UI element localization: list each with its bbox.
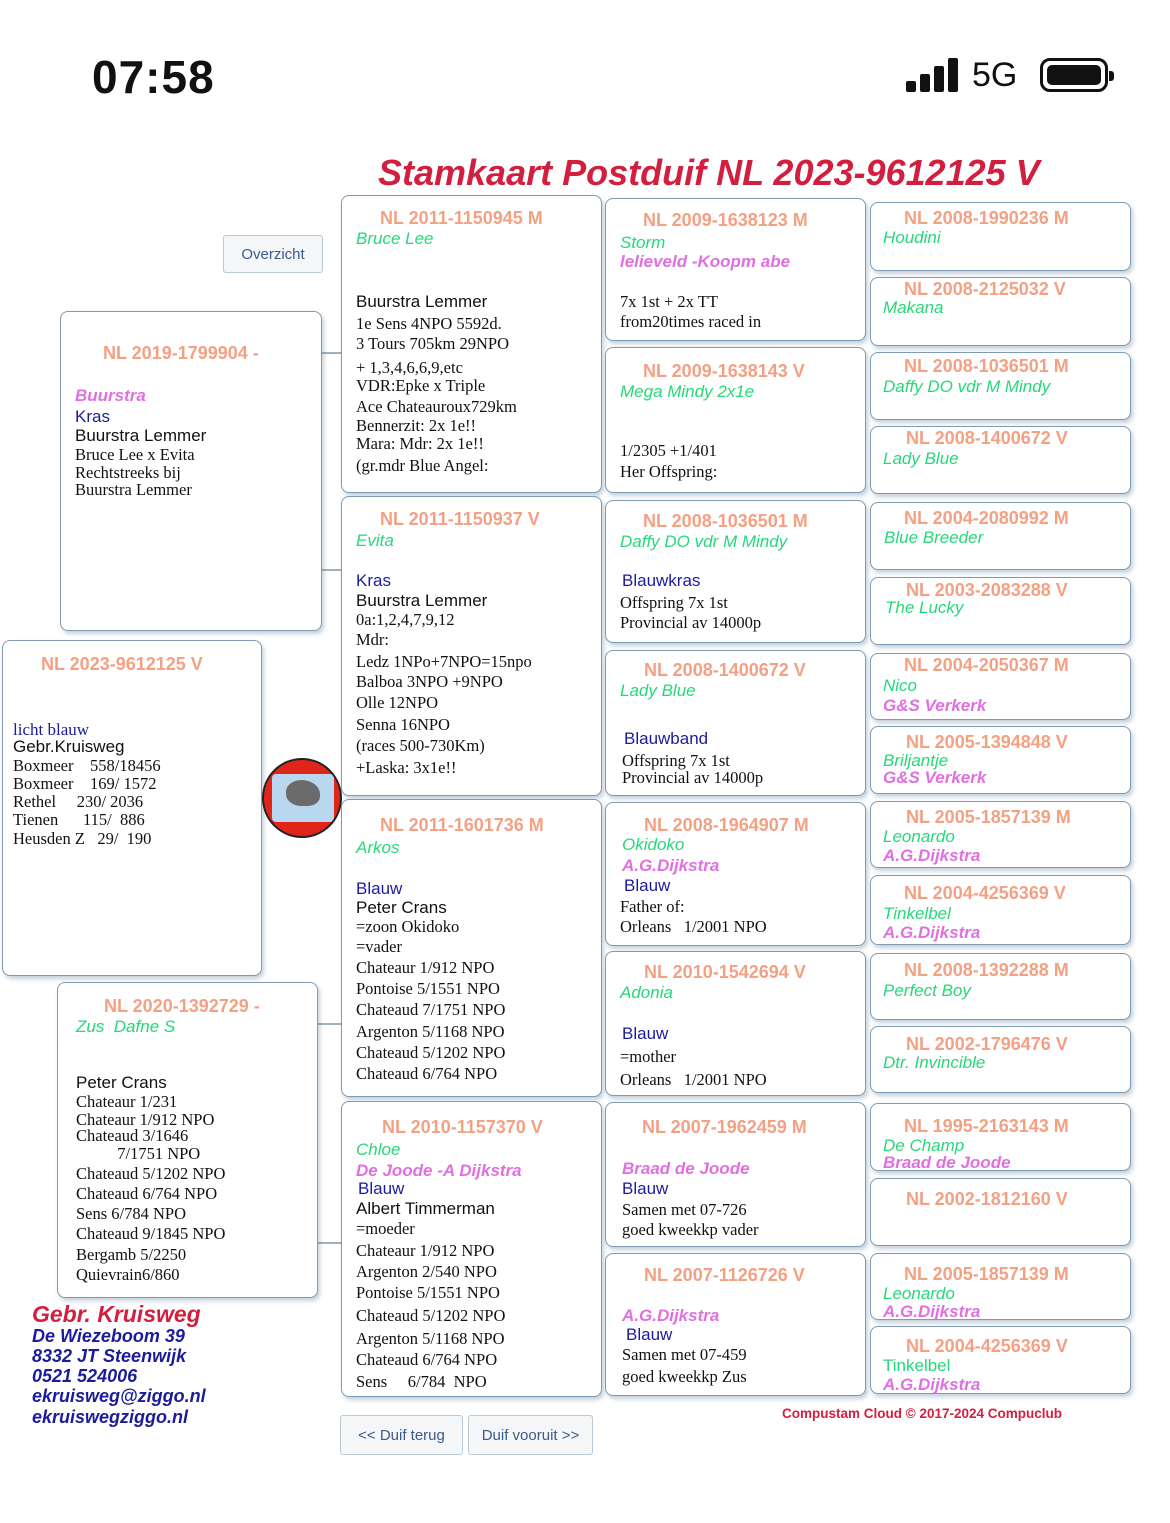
- pigeon-note: 0a:1,2,4,7,9,12: [356, 610, 455, 629]
- card-ggp[interactable]: [605, 650, 866, 796]
- card-gggp[interactable]: [870, 726, 1131, 794]
- pigeon-id: NL 2011-1601736 M: [380, 815, 544, 835]
- pigeon-name: Bruce Lee: [356, 229, 434, 248]
- pigeon-note: Offspring 7x 1st: [622, 751, 730, 770]
- pigeon-id: NL 2008-1400672 V: [906, 428, 1068, 448]
- pigeon-note: Samen met 07-459: [622, 1345, 747, 1364]
- pigeon-breeder: A.G.Dijkstra: [883, 1375, 981, 1394]
- race-result: Chateaud 6/764 NPO: [356, 1064, 498, 1083]
- pigeon-color: Blauw: [622, 1024, 669, 1043]
- pigeon-note: Bennerzit: 2x 1e!!: [356, 416, 477, 435]
- battery-icon: [1040, 58, 1108, 92]
- pigeon-id: NL 2004-4256369 V: [906, 1336, 1068, 1356]
- signal-icon: [906, 58, 960, 92]
- pigeon-note: goed kweekkp vader: [622, 1220, 759, 1239]
- pigeon-note: Father of:: [620, 897, 685, 916]
- card-gggp[interactable]: [870, 801, 1131, 868]
- pigeon-note: 7x 1st + 2x TT: [620, 292, 718, 311]
- race-result: 7/1751 NPO: [76, 1144, 201, 1163]
- card-gggp[interactable]: [870, 202, 1131, 271]
- connector-line: [318, 1023, 342, 1025]
- pigeon-name: Adonia: [620, 983, 673, 1002]
- pigeon-note: =moeder: [356, 1219, 415, 1238]
- race-result: Pontoise 5/1551 NPO: [356, 1283, 500, 1302]
- pigeon-id: NL 2008-1392288 M: [904, 960, 1069, 980]
- card-gggp[interactable]: [870, 352, 1131, 420]
- pigeon-id: NL 2005-1857139 M: [904, 1264, 1069, 1284]
- pigeon-id: NL 1995-2163143 M: [904, 1116, 1069, 1136]
- status-time: 07:58: [92, 51, 215, 103]
- pigeon-note: goed kweekkp Zus: [622, 1367, 747, 1386]
- pigeon-name: Blue Breeder: [884, 528, 984, 547]
- card-grandmother-paternal[interactable]: [341, 496, 602, 796]
- card-gggp[interactable]: [870, 577, 1131, 645]
- card-ggp[interactable]: [605, 500, 866, 643]
- pigeon-id: NL 2009-1638143 V: [643, 361, 805, 381]
- race-result: Tienen 115/ 886: [13, 810, 145, 829]
- compustam-logo: [262, 758, 342, 838]
- pigeon-breeder: G&S Verkerk: [883, 768, 987, 787]
- race-result: Chateaud 3/1646: [76, 1126, 189, 1145]
- pigeon-owner: Peter Crans: [76, 1073, 167, 1092]
- pigeon-name: Storm: [620, 233, 666, 252]
- race-result: Chateaud 6/764 NPO: [76, 1184, 218, 1203]
- pigeon-id: NL 2002-1796476 V: [906, 1034, 1068, 1054]
- pigeon-color: Blauw: [356, 879, 403, 898]
- race-result: Chateaud 5/1202 NPO: [76, 1164, 226, 1183]
- card-gggp[interactable]: [870, 1326, 1131, 1394]
- pigeon-name: Zus Dafne S: [76, 1017, 176, 1036]
- pigeon-name: Daffy DO vdr M Mindy: [883, 377, 1051, 396]
- card-subject[interactable]: [2, 640, 262, 976]
- pigeon-name: Briljantje: [883, 751, 949, 770]
- duif-terug-button[interactable]: << Duif terug: [340, 1415, 463, 1455]
- pigeon-id: NL 2020-1392729 -: [104, 996, 260, 1016]
- pigeon-name: Leonardo: [883, 1284, 955, 1303]
- race-result: Chateaur 1/231: [76, 1092, 178, 1111]
- race-result: Chateaur 1/912 NPO: [356, 1241, 495, 1260]
- pigeon-name: Lady Blue: [883, 449, 959, 468]
- pigeon-note: VDR:Epke x Triple: [356, 376, 486, 395]
- pigeon-name: Daffy DO vdr M Mindy: [620, 532, 788, 551]
- pigeon-note: + 1,3,4,6,6,9,etc: [356, 358, 463, 377]
- race-result: Argenton 2/540 NPO: [356, 1262, 497, 1281]
- pigeon-id: NL 2008-1036501 M: [643, 511, 808, 531]
- card-gggp[interactable]: [870, 653, 1131, 720]
- pigeon-name: Perfect Boy: [883, 981, 971, 1000]
- pigeon-id: NL 2009-1638123 M: [643, 210, 808, 230]
- pigeon-note: Her Offspring:: [620, 462, 718, 481]
- card-grandfather-paternal[interactable]: [341, 195, 602, 493]
- connector-line: [318, 1242, 342, 1244]
- pigeon-name: Mega Mindy 2x1e: [620, 382, 755, 401]
- card-mother[interactable]: [57, 982, 318, 1298]
- card-gggp[interactable]: [870, 953, 1131, 1020]
- pigeon-name: Tinkelbel: [883, 904, 951, 923]
- pigeon-note: Samen met 07-726: [622, 1200, 747, 1219]
- pigeon-color: licht blauw: [13, 720, 90, 739]
- pigeon-id: NL 2003-2083288 V: [906, 580, 1068, 600]
- race-result: Orleans 1/2001 NPO: [620, 917, 767, 936]
- pigeon-note: Ledz 1NPo+7NPO=15npo: [356, 652, 532, 671]
- pigeon-color: Kras: [75, 407, 110, 426]
- race-result: Heusden Z 29/ 190: [13, 829, 152, 848]
- race-result: Chateaur 1/912 NPO: [356, 958, 495, 977]
- pigeon-name: Evita: [356, 531, 394, 550]
- pigeon-name: Dtr. Invincible: [883, 1053, 986, 1072]
- pigeon-id: NL 2019-1799904 -: [103, 343, 259, 363]
- pigeon-note: 1/2305 +1/401: [620, 441, 717, 460]
- pigeon-name: Makana: [883, 298, 944, 317]
- pigeon-id: NL 2010-1157370 V: [382, 1117, 543, 1137]
- card-gggp[interactable]: [870, 1178, 1131, 1246]
- pigeon-icon: [286, 780, 320, 806]
- owner-phone: 0521 524006: [32, 1366, 138, 1386]
- race-result: Chateaud 9/1845 NPO: [76, 1224, 226, 1243]
- pigeon-color: Blauw: [626, 1325, 673, 1344]
- race-result: Rethel 230/ 2036: [13, 792, 144, 811]
- pigeon-id: NL 2005-1394848 V: [906, 732, 1068, 752]
- pigeon-note: +Laska: 3x1e!!: [356, 758, 457, 777]
- pigeon-name: The Lucky: [885, 598, 964, 617]
- pigeon-id: NL 2011-1150937 V: [380, 509, 540, 529]
- pigeon-breeder: A.G.Dijkstra: [622, 856, 720, 875]
- pigeon-id: NL 2004-4256369 V: [904, 883, 1066, 903]
- pigeon-breeder: lelieveld -Koopm abe: [620, 252, 791, 271]
- pigeon-id: NL 2007-1962459 M: [642, 1117, 807, 1137]
- race-result: Chateaud 6/764 NPO: [356, 1350, 498, 1369]
- pigeon-note: =zoon Okidoko: [356, 917, 460, 936]
- race-result: Chateaud 5/1202 NPO: [356, 1306, 506, 1325]
- pigeon-note: 1e Sens 4NPO 5592d.: [356, 314, 502, 333]
- pigeon-owner: Buurstra Lemmer: [75, 426, 207, 445]
- race-result: Chateaud 7/1751 NPO: [356, 1000, 506, 1019]
- pigeon-breeder: De Joode -A Dijkstra: [356, 1161, 522, 1180]
- pigeon-color: Kras: [356, 571, 391, 590]
- card-ggp[interactable]: [605, 1102, 866, 1247]
- pigeon-id: NL 2008-1964907 M: [644, 815, 809, 835]
- pigeon-id: NL 2002-1812160 V: [906, 1189, 1068, 1209]
- pigeon-color: Blauw: [624, 876, 671, 895]
- card-grandfather-maternal[interactable]: [341, 799, 602, 1097]
- pigeon-name: Leonardo: [883, 827, 955, 846]
- pigeon-note: Mara: Mdr: 2x 1e!!: [356, 434, 484, 453]
- pigeon-id: NL 2010-1542694 V: [644, 962, 806, 982]
- pigeon-id: NL 2023-9612125 V: [41, 654, 203, 674]
- pigeon-note: Bruce Lee x Evita: [75, 445, 195, 464]
- pigeon-note: =mother: [620, 1047, 677, 1066]
- race-result: Chateaur 1/912 NPO: [76, 1110, 215, 1129]
- card-father[interactable]: [60, 311, 322, 631]
- connector-line: [322, 569, 342, 571]
- pigeon-note: Buurstra Lemmer: [75, 480, 192, 499]
- race-result: Pontoise 5/1551 NPO: [356, 979, 500, 998]
- pigeon-name: Chloe: [356, 1140, 401, 1159]
- pigeon-color: Blauwband: [624, 729, 709, 748]
- card-ggp[interactable]: [605, 198, 866, 341]
- pigeon-note: Offspring 7x 1st: [620, 593, 728, 612]
- pigeon-note: (gr.mdr Blue Angel:: [356, 456, 489, 475]
- pigeon-id: NL 2004-2050367 M: [904, 655, 1069, 675]
- card-ggp[interactable]: [605, 347, 866, 493]
- card-gggp[interactable]: [870, 1253, 1131, 1320]
- race-result: Quievrain6/860: [76, 1265, 180, 1284]
- pigeon-note: Senna 16NPO: [356, 715, 450, 734]
- pigeon-name: Tinkelbel: [883, 1356, 951, 1375]
- pigeon-color: Blauwkras: [622, 571, 701, 590]
- race-result: Argenton 5/1168 NPO: [356, 1329, 505, 1348]
- pigeon-breeder: A.G.Dijkstra: [622, 1306, 720, 1325]
- footer-copyright: Compustam Cloud © 2017-2024 Compuclub: [782, 1406, 1062, 1421]
- pigeon-name: Arkos: [356, 838, 400, 857]
- pigeon-note: Olle 12NPO: [356, 693, 439, 712]
- card-grandmother-maternal[interactable]: [341, 1101, 602, 1397]
- card-gggp[interactable]: [870, 1103, 1131, 1171]
- race-result: Orleans 1/2001 NPO: [620, 1070, 767, 1089]
- card-gggp[interactable]: [870, 1026, 1131, 1093]
- pigeon-breeder: Buurstra: [75, 386, 146, 405]
- pigeon-id: NL 2007-1126726 V: [644, 1265, 805, 1285]
- pigeon-owner: Gebr.Kruisweg: [13, 737, 125, 756]
- owner-email[interactable]: ekruisweg@ziggo.nl: [32, 1386, 206, 1406]
- pigeon-id: NL 2008-1036501 M: [904, 356, 1069, 376]
- pigeon-owner: Buurstra Lemmer: [356, 292, 488, 311]
- pigeon-note: =vader: [356, 937, 402, 956]
- card-gggp[interactable]: [870, 502, 1131, 570]
- pigeon-note: from20times raced in: [620, 312, 762, 331]
- pigeon-name: Nico: [883, 676, 918, 695]
- pigeon-id: NL 2004-2080992 M: [904, 508, 1069, 528]
- card-gggp[interactable]: [870, 277, 1131, 346]
- race-result: Boxmeer 558/18456: [13, 756, 161, 775]
- pigeon-id: NL 2011-1150945 M: [380, 208, 543, 228]
- card-ggp[interactable]: [605, 802, 866, 946]
- pigeon-breeder: Braad de Joode: [883, 1153, 1011, 1171]
- owner-web[interactable]: ekruiswegziggo.nl: [32, 1407, 189, 1427]
- pigeon-color: Blauw: [358, 1179, 405, 1198]
- pigeon-owner: Buurstra Lemmer: [356, 591, 488, 610]
- owner-city: 8332 JT Steenwijk: [32, 1346, 187, 1366]
- card-gggp[interactable]: [870, 875, 1131, 945]
- pigeon-name: Okidoko: [622, 835, 685, 854]
- page-title: Stamkaart Postduif NL 2023-9612125 V: [378, 152, 1040, 193]
- pigeon-name: Houdini: [883, 228, 941, 247]
- card-gggp[interactable]: [870, 426, 1131, 494]
- pigeon-note: Provincial av 14000p: [620, 613, 762, 632]
- pigeon-breeder: Braad de Joode: [622, 1159, 750, 1178]
- pigeon-id: NL 2008-1990236 M: [904, 208, 1069, 228]
- race-result: Boxmeer 169/ 1572: [13, 774, 157, 793]
- pigeon-id: NL 2005-1857139 M: [906, 807, 1071, 827]
- pigeon-name: Lady Blue: [620, 681, 696, 700]
- pigeon-breeder: A.G.Dijkstra: [883, 923, 981, 942]
- duif-vooruit-button[interactable]: Duif vooruit >>: [468, 1415, 593, 1455]
- connector-line: [322, 352, 342, 354]
- pigeon-breeder: A.G.Dijkstra: [883, 846, 981, 865]
- owner-street: De Wiezeboom 39: [32, 1326, 185, 1346]
- pigeon-breeder: G&S Verkerk: [883, 696, 987, 715]
- race-result: Chateaud 5/1202 NPO: [356, 1043, 506, 1062]
- pigeon-note: Ace Chateauroux729km: [356, 397, 517, 416]
- race-result: Bergamb 5/2250: [76, 1245, 187, 1264]
- pigeon-id: NL 2008-1400672 V: [644, 660, 806, 680]
- pigeon-note: Balboa 3NPO +9NPO: [356, 672, 503, 691]
- pigeon-breeder: A.G.Dijkstra: [883, 1302, 981, 1320]
- pigeon-note: Mdr:: [356, 630, 389, 649]
- pigeon-id: NL 2008-2125032 V: [904, 279, 1066, 299]
- pigeon-owner: Peter Crans: [356, 898, 447, 917]
- owner-name: Gebr. Kruisweg: [32, 1301, 201, 1327]
- network-label: 5G: [972, 56, 1018, 94]
- pigeon-note: (races 500-730Km): [356, 736, 485, 755]
- card-ggp[interactable]: [605, 1253, 866, 1396]
- race-result: Argenton 5/1168 NPO: [356, 1022, 505, 1041]
- pigeon-note: Rechtstreeks bij: [75, 463, 181, 482]
- pigeon-note: Provincial av 14000p: [622, 768, 764, 787]
- overview-button[interactable]: Overzicht: [223, 235, 323, 273]
- pigeon-note: 3 Tours 705km 29NPO: [356, 334, 510, 353]
- card-ggp[interactable]: [605, 951, 866, 1096]
- pigeon-name: De Champ: [883, 1136, 965, 1155]
- pigeon-color: Blauw: [622, 1179, 669, 1198]
- race-result: Sens 6/784 NPO: [356, 1372, 487, 1391]
- race-result: Sens 6/784 NPO: [76, 1204, 187, 1223]
- pigeon-owner: Albert Timmerman: [356, 1199, 495, 1218]
